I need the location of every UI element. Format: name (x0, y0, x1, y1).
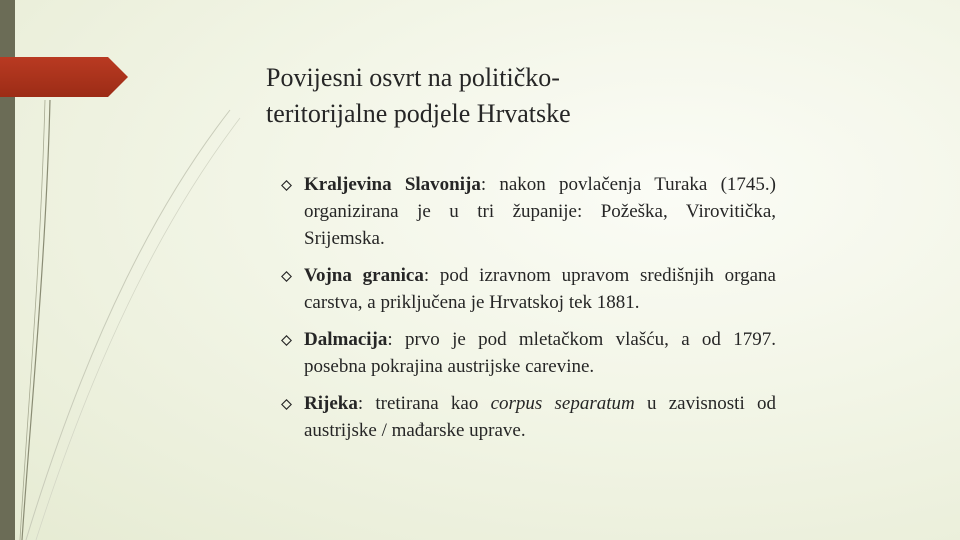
bullet-term: Vojna granica (304, 265, 424, 286)
title-accent-tab (0, 57, 128, 97)
bullet-text-after: u zavisnosti od austrijske / mađarske uprave. (304, 393, 776, 441)
diamond-outline-icon (281, 335, 292, 346)
diamond-outline-icon (281, 180, 292, 191)
bullet-text-before: : tretirana kao (357, 393, 491, 414)
bullet-item-kraljevina-slavonija (282, 171, 776, 252)
bullet-item-rijeka (282, 390, 776, 444)
bullet-text: : prvo je pod mletačkom vlašću, a od 1797. posebna pokrajina austrijske carevine. (304, 329, 776, 377)
bullet-text: : nakon povlačenja Turaka (1745.) organizirana je u tri županije: Požeška, Virovitička, Srijemska. (304, 174, 776, 249)
bullet-term: Rijeka (304, 393, 358, 414)
bullet-list (282, 171, 776, 454)
title-line-1: Povijesni osvrt na političko- (266, 63, 560, 92)
title-line-2: teritorijalne podjele Hrvatske (266, 99, 571, 128)
bullet-text: : pod izravnom upravom središnjih organa carstva, a priključena je Hrvatskoj tek 1881. (304, 265, 776, 313)
bullet-item-dalmacija (282, 326, 776, 380)
page-title (266, 60, 826, 132)
diamond-outline-icon (281, 399, 292, 410)
bullet-term: Dalmacija (304, 329, 388, 350)
bullet-term: Kraljevina Slavonija (304, 174, 481, 195)
diamond-outline-icon (281, 271, 292, 282)
bullet-text-italic: corpus separatum (490, 393, 635, 414)
bullet-item-vojna-granica (282, 262, 776, 316)
